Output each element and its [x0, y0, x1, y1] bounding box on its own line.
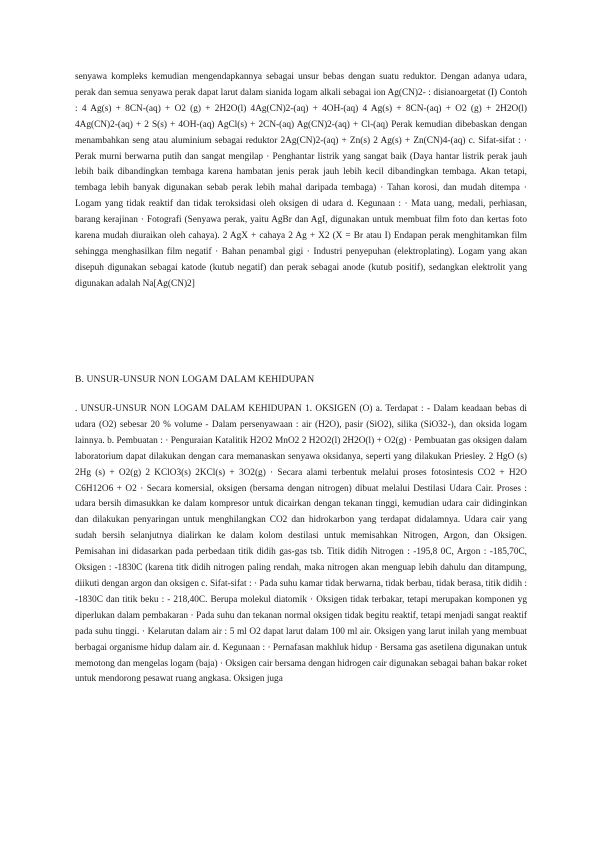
body-paragraph-silver: senyawa kompleks kemudian mengendapkannya sebagai unsur bebas dengan suatu reduktor. Dengan adanya udara, perak dan semua senyawa perak dapat larut dalam sianida logam alkali sebagai ion Ag(CN)2- : disianoargetat (I) Contoh : 4 Ag(s) + 8CN-(aq) + O2 (g) + 2H2O(l) 4Ag(CN)2-(aq) + 4OH-(aq) 4 Ag(s) + 8CN-(aq) + O2 (g) + 2H2O(l) 4Ag(CN)2-(aq) + 2 S(s) + 4OH-(aq) AgCl(s) + 2CN-(aq) Ag(CN)2-(aq) + Cl-(aq) Perak kemudian dibebaskan dengan menambahkan seng atau aluminium sebagai reduktor 2Ag(CN)2-(aq) + Zn(s) 2 Ag(s) + Zn(CN)4-(aq) c. Sifat-sifat : · Perak murni berwarna putih dan sangat mengilap · Penghantar listrik yang sangat baik (Daya hantar listrik perak jauh lebih baik dibandingkan tembaga karena hambatan jenis perak jauh lebih kecil dibandingkan tembaga. Akan tetapi, tembaga lebih banyak digunakan sebab perak lebih mahal daripada tembaga) · Tahan korosi, dan mudah ditempa · Logam yang tidak reaktif dan tidak teroksidasi oleh oksigen di udara d. Kegunaan : · Mata uang, medali, perhiasan, barang kerajinan · Fotografi (Senyawa perak, yaitu AgBr dan AgI, digunakan untuk membuat film foto dan kertas foto karena mudah diuraikan oleh cahaya). 2 AgX + cahaya 2 Ag + X2 (X = Br atau I) Endapan perak menghitamkan film sehingga menghasilkan film negatif · Bahan penambal gigi · Industri penyepuhan (elektroplating). Logam yang akan disepuh digunakan sebagai katode (kutub negatif) dan perak sebagai anode (kutub positif), sedangkan elektrolit yang digunakan adalah Na[Ag(CN)2] — [75, 72, 527, 289]
section-heading: B. UNSUR-UNSUR NON LOGAM DALAM KEHIDUPAN — [75, 374, 315, 385]
body-paragraph-oxygen: . UNSUR-UNSUR NON LOGAM DALAM KEHIDUPAN 1. OKSIGEN (O) a. Terdapat : - Dalam keadaan bebas di udara (O2) sebesar 20 % volume - Dalam persenyawaan : air (H2O), pasir (SiO2), silika (SiO32-), dan oksida logam lainnya. b. Pembuatan : · Penguraian Katalitik H2O2 MnO2 2 H2O2(l) 2H2O(l) + O2(g) · Pembuatan gas oksigen dalam laboratorium dapat dilakukan dengan cara memanaskan senyawa oksidanya, seperti yang dilakukan Priesley. 2 HgO (s) 2Hg (s) + O2(g) 2 KClO3(s) 2KCl(s) + 3O2(g) · Secara alami terbentuk melalui proses fotosintesis CO2 + H2O C6H12O6 + O2 · Secara komersial, oksigen (bersama dengan nitrogen) dibuat melalui Destilasi Udara Cair. Proses : udara bersih dimasukkan ke dalam kompresor untuk dicairkan dengan tekanan tinggi, kemudian udara cair didinginkan dan dilakukan penyaringan untuk menghilangkan CO2 dan hidrokarbon yang terdapat didalamnya. Udara cair yang sudah bersih selanjutnya dialirkan ke dalam kolom destilasi untuk memisahkan Nitrogen, Argon, dan Oksigen. Pemisahan ini didasarkan pada perbedaan titik didih gas-gas tsb. Titik didih Nitrogen : -195,8 0C, Argon : -185,70C, Oksigen : -1830C (karena titk didih nitrogen paling rendah, maka nitrogen akan menguap lebih dahulu dan ditampung, diikuti dengan argon dan oksigen c. Sifat-sifat : · Pada suhu kamar tidak berwarna, tidak berbau, tidak berasa, titik didih : -1830C dan titik beku : - 218,40C. Berupa molekul diatomik · Oksigen tidak terbakar, tetapi merupakan komponen yg diperlukan dalam pembakaran · Pada suhu dan tekanan normal oksigen tidak begitu reaktif, tetapi menjadi sangat reaktif pada suhu tinggi. · Kelarutan dalam air : 5 ml O2 dapat larut dalam 100 ml air. Oksigen yang larut inilah yang membuat berbagai organisme hidup dalam air. d. Kegunaan : · Pernafasan makhluk hidup · Bersama gas asetilena digunakan untuk memotong dan mengelas logam (baja) · Oksigen cair bersama dengan hidrogen cair digunakan sebagai bahan bakar roket untuk mendorong pesawat ruang angkasa. Oksigen juga — [75, 404, 527, 685]
